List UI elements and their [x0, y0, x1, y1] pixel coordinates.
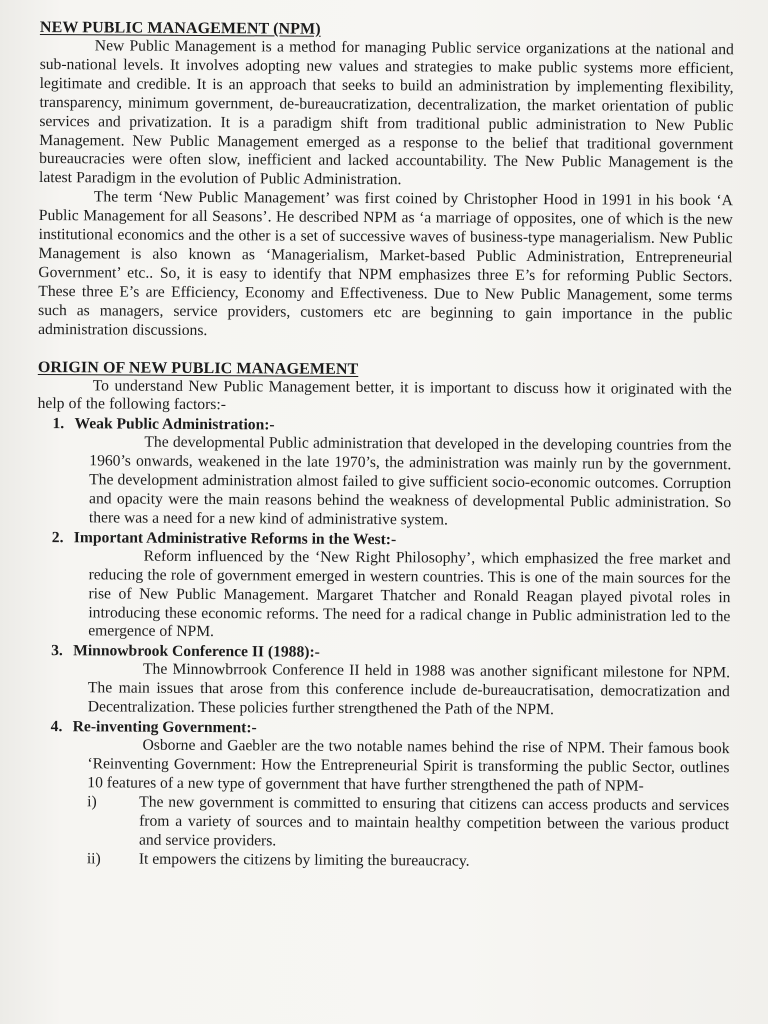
factor-body: The Minnowbrrook Conference II held in 1988 was another significant milestone for NPM. The main issues that arose from this conference include de-bureaucratisation, democratization and Decentralization. These policies further strengthened the Path of the NPM. [87, 661, 731, 719]
factor-item-reinventing-government [35, 717, 730, 873]
factor-title-text: Weak Public Administration:- [74, 415, 275, 434]
factor-title-text: Re-inventing Government:- [72, 718, 257, 737]
factor-body: Osborne and Gaebler are the two notable names behind the rise of NPM. Their famous book ‘Reinventing Government: How the Entrepreneurial Spirit is transforming the public Sector, outlines 10 features of a new type of government that have further strengthened the path of NPM- [87, 736, 730, 795]
section-heading-origin: ORIGIN OF NEW PUBLIC MANAGEMENT [37, 358, 359, 378]
government-features-list [87, 793, 729, 873]
factor-title-text: Important Administrative Reforms in the West:- [73, 529, 397, 549]
feature-number: ii) [86, 849, 101, 867]
factor-body: The developmental Public administration that developed in the developing countries from the 1960’s onwards, weakened in the late 1970’s, the administration was mainly run by the government. The development administration almost failed to give sufficient socio-economic outcomes. Corruption and opacity were the main reasons behind the weakness of developmental Public administration. So there was a need for a new kind of administrative system. [88, 433, 732, 529]
factor-number: 4. [50, 718, 63, 736]
factor-number: 3. [51, 642, 63, 660]
origin-factors-list [35, 414, 732, 872]
factor-number: 1. [52, 415, 65, 433]
paragraph-npm-term-origin: The term ‘New Public Management’ was first coined by Christopher Hood in 1991 in his book ‘A Public Management for all Seasons’. He described NPM as ‘a marriage of opposites, one of which is the new institutional economics and the other is a set of successive waves of business-type managerialism. New Public Management is also known as ‘Managerialism, Market-based Public Administration, Entrepreneurial Government’ etc.. So, it is easy to identify that NPM emphasizes three E’s for reforming Public Sectors. These three E’s are Efficiency, Economy and Effectiveness. Due to New Public Management, some terms such as managers, service providers, customers etc are beginning to gain importance in the public administration discussions. [38, 188, 733, 339]
factor-item-weak-public-administration [37, 414, 732, 532]
factor-title-text: Minnowbrook Conference II (1988):- [73, 642, 320, 662]
paragraph-npm-definition: New Public Management is a method for managing Public service organizations at the national and sub-national levels. It involves adopting new values and strategies to make public systems more efficient, legitimate and credible. It is an approach that seeks to build an administration by implementing flexibility, transparency, minimum government, de-bureaucratization, decentralization, the market orientation of public services and privatization. It is a paradigm shift from traditional public administration to New Public Management. New Public Management emerged as a response to the belief that traditional government bureaucracies were often slow, inefficient and lacked accountability. The New Public Management is the latest Paradigm in the evolution of Public Administration. [38, 37, 734, 189]
feature-item [87, 850, 729, 873]
factor-body: Reform influenced by the ‘New Right Philosophy’, which emphasized the free market and reducing the role of government emerged in western countries. This is one of the main sources for the rise of New Public Management. Margaret Thatcher and Ronald Reagan played pivotal roles in introducing these economic reforms. The need for a radical change in Public administration led to the emergence of NPM. [88, 547, 731, 641]
feature-text: The new government is committed to ensuring that citizens can access products and services from a variety of sources and to maintain healthy competition between the various product and service providers. [138, 793, 730, 850]
factor-number: 2. [51, 528, 64, 546]
paragraph-origin-intro: To understand New Public Management better, it is important to discuss how it originated with the help of the following factors:- [37, 376, 732, 414]
feature-text: It empowers the citizens by limiting the bureaucracy. [138, 850, 470, 870]
section-heading-npm: NEW PUBLIC MANAGEMENT (NPM) [39, 18, 321, 38]
feature-item [87, 793, 729, 854]
factor-item-minnowbrook-conference [36, 641, 730, 721]
scanned-page [35, 18, 734, 873]
factor-item-administrative-reforms-west [36, 528, 731, 646]
feature-number: i) [87, 793, 97, 811]
